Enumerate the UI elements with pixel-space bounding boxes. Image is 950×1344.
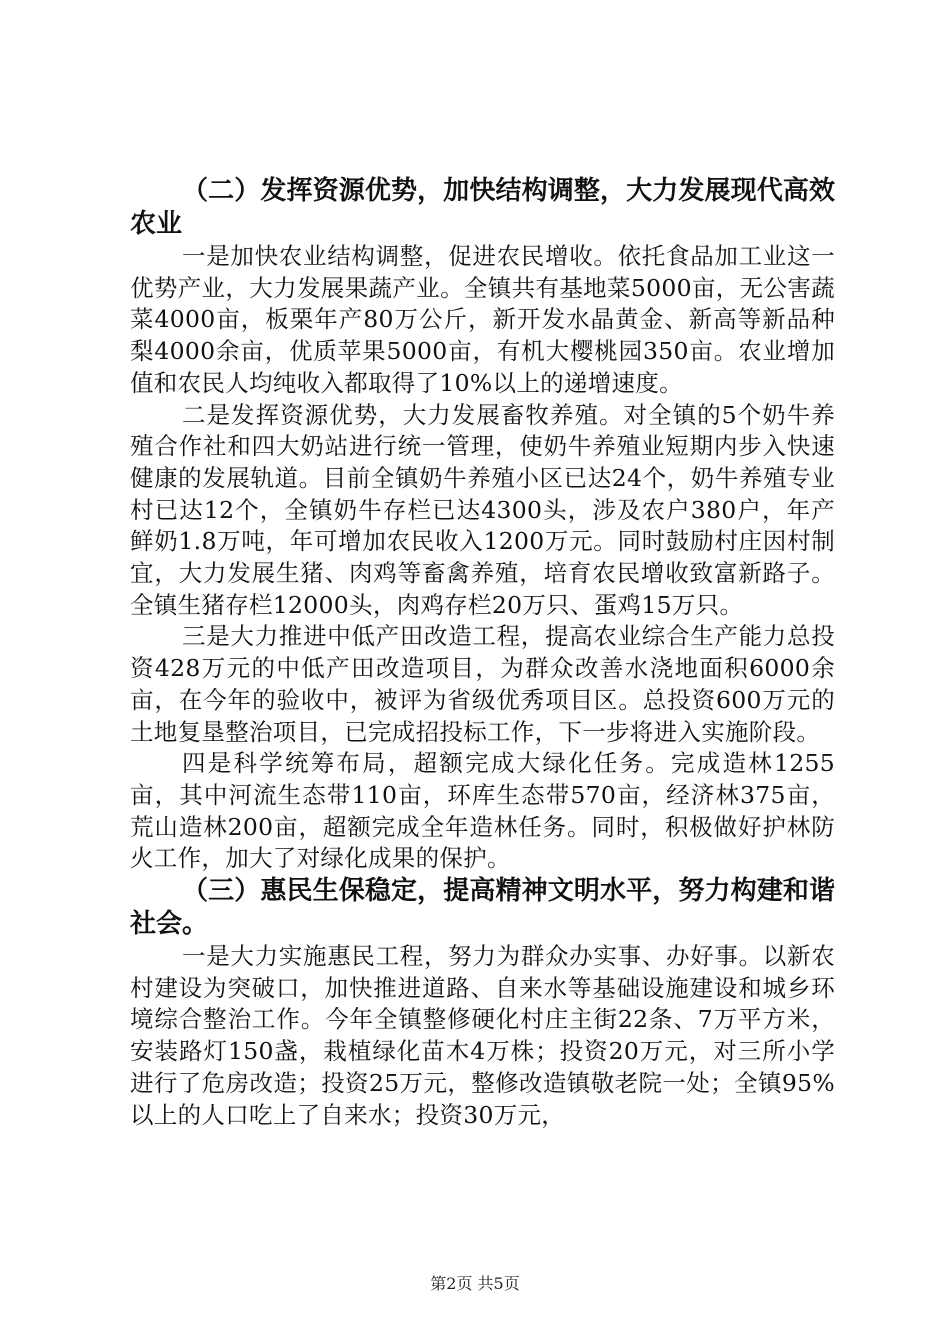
paragraph: 一是大力实施惠民工程，努力为群众办实事、办好事。以新农村建设为突破口，加快推进道路、自来水等基础设施建设和城乡环境综合整治工作。今年全镇整修硬化村庄主街22条、7万平方米，安装路灯150盏，栽植绿化苗木4万株；投资20万元，对三所小学进行了危房改造；投资25万元，整修改造镇敬老院一处；全镇95%以上的人口吃上了自来水；投资30万元， bbox=[130, 942, 835, 1129]
paragraph: 二是发挥资源优势，大力发展畜牧养殖。对全镇的5个奶牛养殖合作社和四大奶站进行统一管理，使奶牛养殖业短期内步入快速健康的发展轨道。目前全镇奶牛养殖小区已达24个，奶牛养殖专业村已达12个，全镇奶牛存栏已达4300头，涉及农户380户，年产鲜奶1.8万吨，年可增加农民收入1200万元。同时鼓励村庄因村制宜，大力发展生猪、肉鸡等畜禽养殖，培育农民增收致富新路子。全镇生猪存栏12000头，肉鸡存栏20万只、蛋鸡15万只。 bbox=[130, 400, 835, 619]
paragraph: 三是大力推进中低产田改造工程，提高农业综合生产能力总投资428万元的中低产田改造项目，为群众改善水浇地面积6000余亩，在今年的验收中，被评为省级优秀项目区。总投资600万元的土地复垦整治项目，已完成招投标工作，下一步将进入实施阶段。 bbox=[130, 622, 835, 746]
paragraph: 一是加快农业结构调整，促进农民增收。依托食品加工业这一优势产业，大力发展果蔬产业。全镇共有基地菜5000亩，无公害蔬菜4000亩，板栗年产80万公斤，新开发水晶黄金、新高等新品种梨4000余亩，优质苹果5000亩，有机大樱桃园350亩。农业增加值和农民人均纯收入都取得了10%以上的递增速度。 bbox=[130, 242, 835, 397]
section-heading-3: （三）惠民生保稳定，提高精神文明水平，努力构建和谐社会。 bbox=[130, 876, 835, 940]
page-number-footer: 第2页 共5页 bbox=[430, 1274, 520, 1293]
document-body bbox=[130, 175, 835, 1131]
paragraph: 四是科学统筹布局，超额完成大绿化任务。完成造林1255亩，其中河流生态带110亩，环库生态带570亩，经济林375亩，荒山造林200亩，超额完成全年造林任务。同时，积极做好护林防火工作，加大了对绿化成果的保护。 bbox=[130, 749, 835, 873]
section-heading-2: （二）发挥资源优势，加快结构调整，大力发展现代高效农业 bbox=[130, 176, 835, 239]
